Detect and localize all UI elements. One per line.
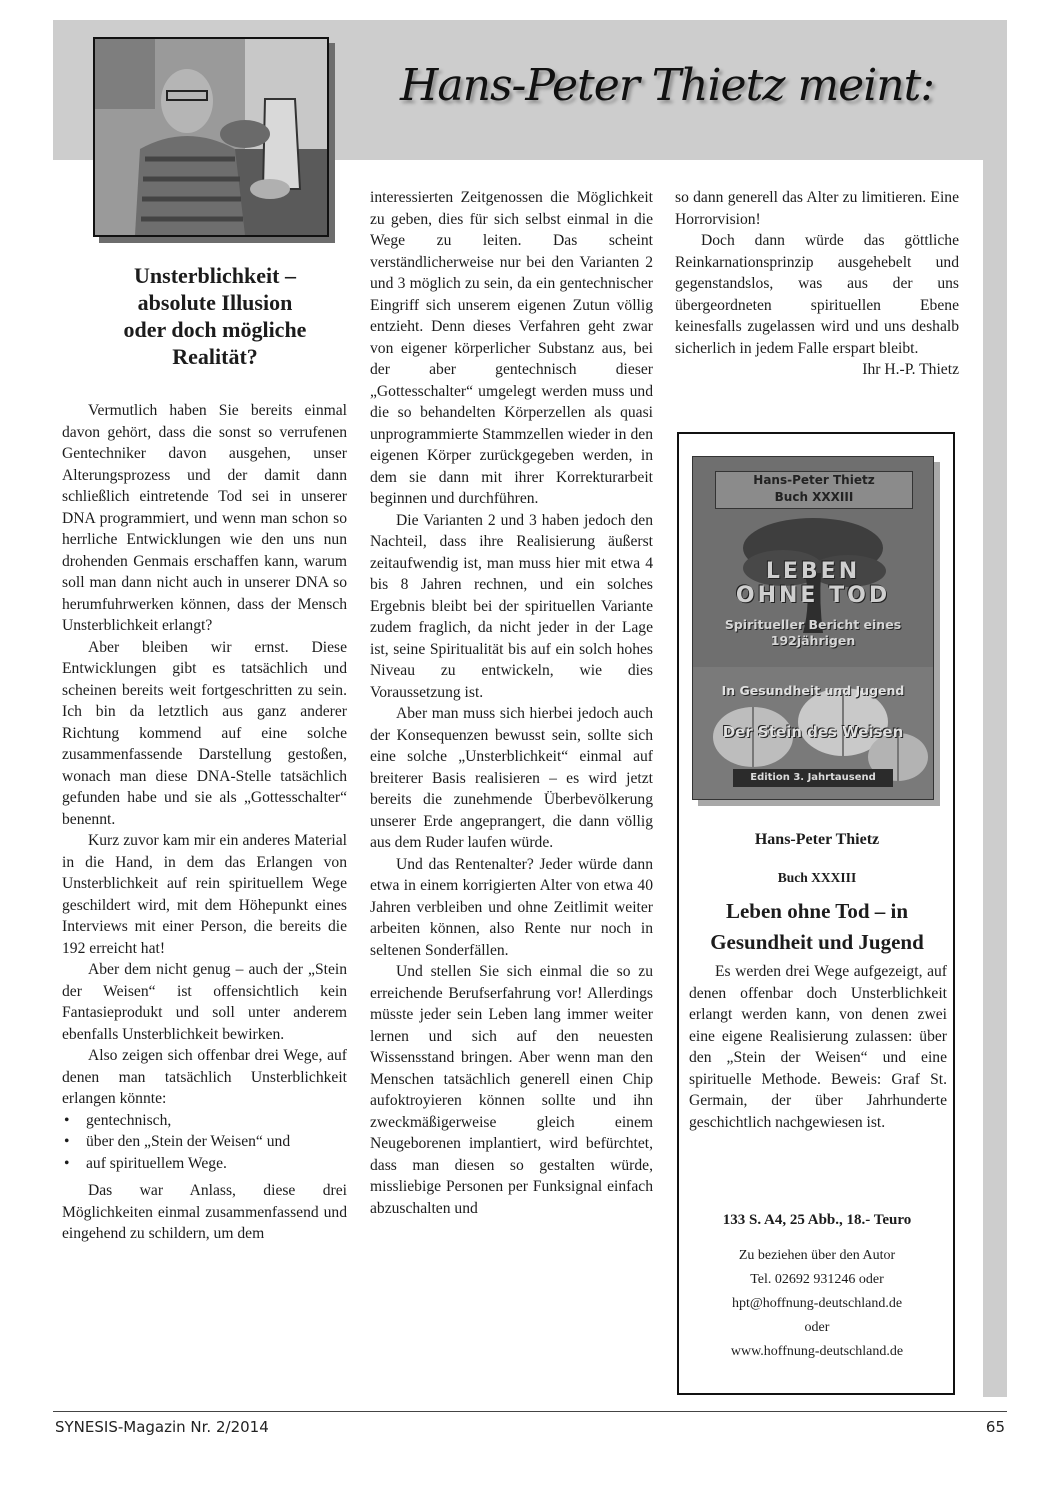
headline-line: absolute Illusion xyxy=(137,290,293,315)
ad-description: Es werden drei Wege aufgezeigt, auf denen offenbar doch Unsterblichkeit erlangt werden kann, von denen zwei eine eigene Realisierung zulassen: über den „Stein der Weisen“ und eine spirituelle Methode. Beweis: Graf St. Germain, der über Jahrhunderte geschichtlich nachgewiesen ist. xyxy=(689,963,947,1131)
contact-line: Zu beziehen über den Autor xyxy=(738,1248,896,1263)
page-number: 65 xyxy=(985,1418,1005,1436)
headline-line: oder doch mögliche xyxy=(123,317,307,342)
contact-phone: Tel. 02692 931246 oder xyxy=(750,1272,884,1287)
header-title: Hans-Peter Thietz meint: xyxy=(400,60,935,111)
footer-magazine: SYNESIS-Magazin Nr. 2/2014 xyxy=(55,1418,269,1436)
paragraph: Aber man muss sich hierbei jedoch auch der Konsequenzen bewusst sein, sollte sich eine solche „Unsterblichkeit“ einmal auf breiterer Basis realisieren – es wird jetzt bereits die zunehmende Überbevölkerung unserer Erde angeprangert, die dann völlig aus dem Ruder laufen würde. xyxy=(370,705,653,851)
cover-title: OHNE TOD xyxy=(735,583,891,608)
paragraph: Kurz zuvor kam mir ein anderes Material in die Hand, in dem das Erlangen von Unsterblichkeit auf rein spirituellem Wege geschildert wird, mit dem Höhepunkt eines Interviews mit einer Person, die bereits die 192 erreicht hat! xyxy=(62,832,347,957)
book-cover xyxy=(692,456,934,800)
cover-title: LEBEN xyxy=(765,559,861,584)
cover-health: In Gesundheit und Jugend xyxy=(721,683,905,698)
contact-website[interactable]: www.hoffnung-deutschland.de xyxy=(730,1344,904,1359)
contact-email[interactable]: hpt@hoffnung-deutschland.de xyxy=(731,1296,903,1311)
side-band xyxy=(983,160,1007,1397)
ad-band: Buch XXXIII xyxy=(777,870,857,885)
column-1 xyxy=(62,400,347,1245)
contact-line: oder xyxy=(804,1320,830,1335)
headline-line: Unsterblichkeit – xyxy=(134,263,296,288)
ad-price: 133 S. A4, 25 Abb., 18.- Teuro xyxy=(722,1212,912,1228)
paragraph: so dann generell das Alter zu limitieren. Eine Horrorvision! xyxy=(675,189,959,228)
book-advertisement xyxy=(677,432,955,1395)
paragraph: Aber bleiben wir ernst. Diese Entwicklungen gibt es tatsächlich und scheinen bereits weit fortgeschritten zu sein. Ich bin da letztlich aus ganz anderer Richtung kommend auf eine solche zusammenfassende Darstellung gestoßen, wonach man diese DNA-Stelle tatsächlich gefunden habe und sie als „Gottesschalter“ benennt. xyxy=(62,638,347,828)
cover-subtitle: Spiritueller Bericht eines 192jährigen xyxy=(724,617,902,648)
cover-stone: Der Stein des Weisen xyxy=(722,723,904,741)
bullet-item: • auf spirituellem Wege. xyxy=(62,1153,347,1175)
signature: Ihr H.-P. Thietz xyxy=(862,361,959,378)
headline-line: Realität? xyxy=(172,344,258,369)
ad-title-line: Leben ohne Tod – in xyxy=(725,899,909,923)
bullet-item: • gentechnisch, xyxy=(62,1110,347,1132)
paragraph: Also zeigen sich offenbar drei Wege, auf denen man tatsächlich Unsterblichkeit erlangen könnte: xyxy=(62,1047,347,1107)
paragraph: Und stellen Sie sich einmal die so zu erreichende Berufserfahrung vor! Allerdings müsste jeder sein Leben lang immer weiter lernen und sich auf den neuesten Wissensstand bringen. Aber wenn man den Menschen tatsächlich generell einen Chip aufoktroyieren können sollte und ihn zweckmäßigerweise gleich einem Neugeborenen implantiert, wird befürchtet, dass man diesen so gestalten würde, missliebige Personen per Funksignal einfach abzuschalten und xyxy=(370,963,653,1217)
paragraph: Und das Rentenalter? Jeder würde dann etwa in einem korrigierten Alter von etwa 40 Jahren verbleiben und ohne Zeitlimit weiter arbeiten können, also Rente nur noch in seltenen Sonderfällen. xyxy=(370,855,653,959)
column-2 xyxy=(370,187,653,1219)
paragraph: Vermutlich haben Sie bereits einmal davon gehört, dass die sonst so verrufenen Gentechniker davon ausgehen, unser Alterungsprozess und der damit dann schließlich eintretende Tod sei in unserer DNA programmiert, und wenn man schon so herrliche Entwicklungen wie den uns nun drohenden Genmais erschaffen kann, warum soll man dann nicht auch in unserer DNA so herumfuhrwerken können, dass der Mensch Unsterblichkeit erlangt? xyxy=(62,402,347,634)
column-3 xyxy=(675,187,959,381)
cover-author: Hans-Peter Thietz xyxy=(753,473,875,487)
bullet-list xyxy=(62,1110,347,1175)
ad-title xyxy=(689,896,945,958)
paragraph: Aber dem nicht genug – auch der „Stein der Weisen“ ist offensichtlich kein Fantasieprodukt und soll unter anderem ebenfalls Unsterblichkeit bewirken. xyxy=(62,961,347,1043)
footer-divider xyxy=(53,1411,1007,1412)
cover-band: Buch XXXIII xyxy=(774,490,854,504)
cover-header xyxy=(715,471,913,509)
cover-edition: Edition 3. Jahrtausend xyxy=(733,769,893,787)
article-headline xyxy=(70,262,360,370)
paragraph: Doch dann würde das göttliche Reinkarnationsprinzip ausgehebelt und gegenstandslos, was aus der uns übergeordneten spirituellen Ebene keinesfalls zugelassen wird und uns deshalb sicherlich in jedem Falle erspart bleibt. xyxy=(675,232,959,357)
author-photo xyxy=(93,37,329,237)
ad-author: Hans-Peter Thietz xyxy=(754,831,880,848)
ad-title-line: Gesundheit und Jugend xyxy=(710,930,924,954)
ad-contact xyxy=(689,1244,945,1364)
bullet-item: • über den „Stein der Weisen“ und xyxy=(62,1131,347,1153)
paragraph: Das war Anlass, diese drei Möglichkeiten einmal zusammenfassend und eingehend zu schildern, um dem xyxy=(62,1182,347,1242)
paragraph: Die Varianten 2 und 3 haben jedoch den Nachteil, dass ihre Realisierung äußerst zeitaufwendig ist, man muss hier mit etwa 4 bis 8 Jahren rechnen, und ein solches Ergebnis bleibt bei der spirituellen Variante zudem fraglich, da nicht jeder in der Lage ist, seine Spiritualität bis auf ein solch hohes Niveau zu entwickeln, wie dies Voraussetzung ist. xyxy=(370,511,653,701)
paragraph: interessierten Zeitgenossen die Möglichkeit zu geben, dies für sich selbst einmal in die Wege zu leiten. Das scheint verständlicherweise nur bei den Varianten 2 und 3 möglich zu sein, da ein gentechnischer Eingriff sich unserem eigenen Zutun völlig entzieht. Denn dieses Verfahren geht zwar von eigener körperlicher Substanz aus, bei der aber gentechnisch dieser „Gottesschalter“ umgelegt werden muss und die so behandelten Körperzellen als quasi unprogrammierte Stammzellen wieder in den eigenen Körper zurückgegeben werden, in dem sie dann mit ihrer Korrekturarbeit beginnen und durchführen. xyxy=(370,189,653,507)
